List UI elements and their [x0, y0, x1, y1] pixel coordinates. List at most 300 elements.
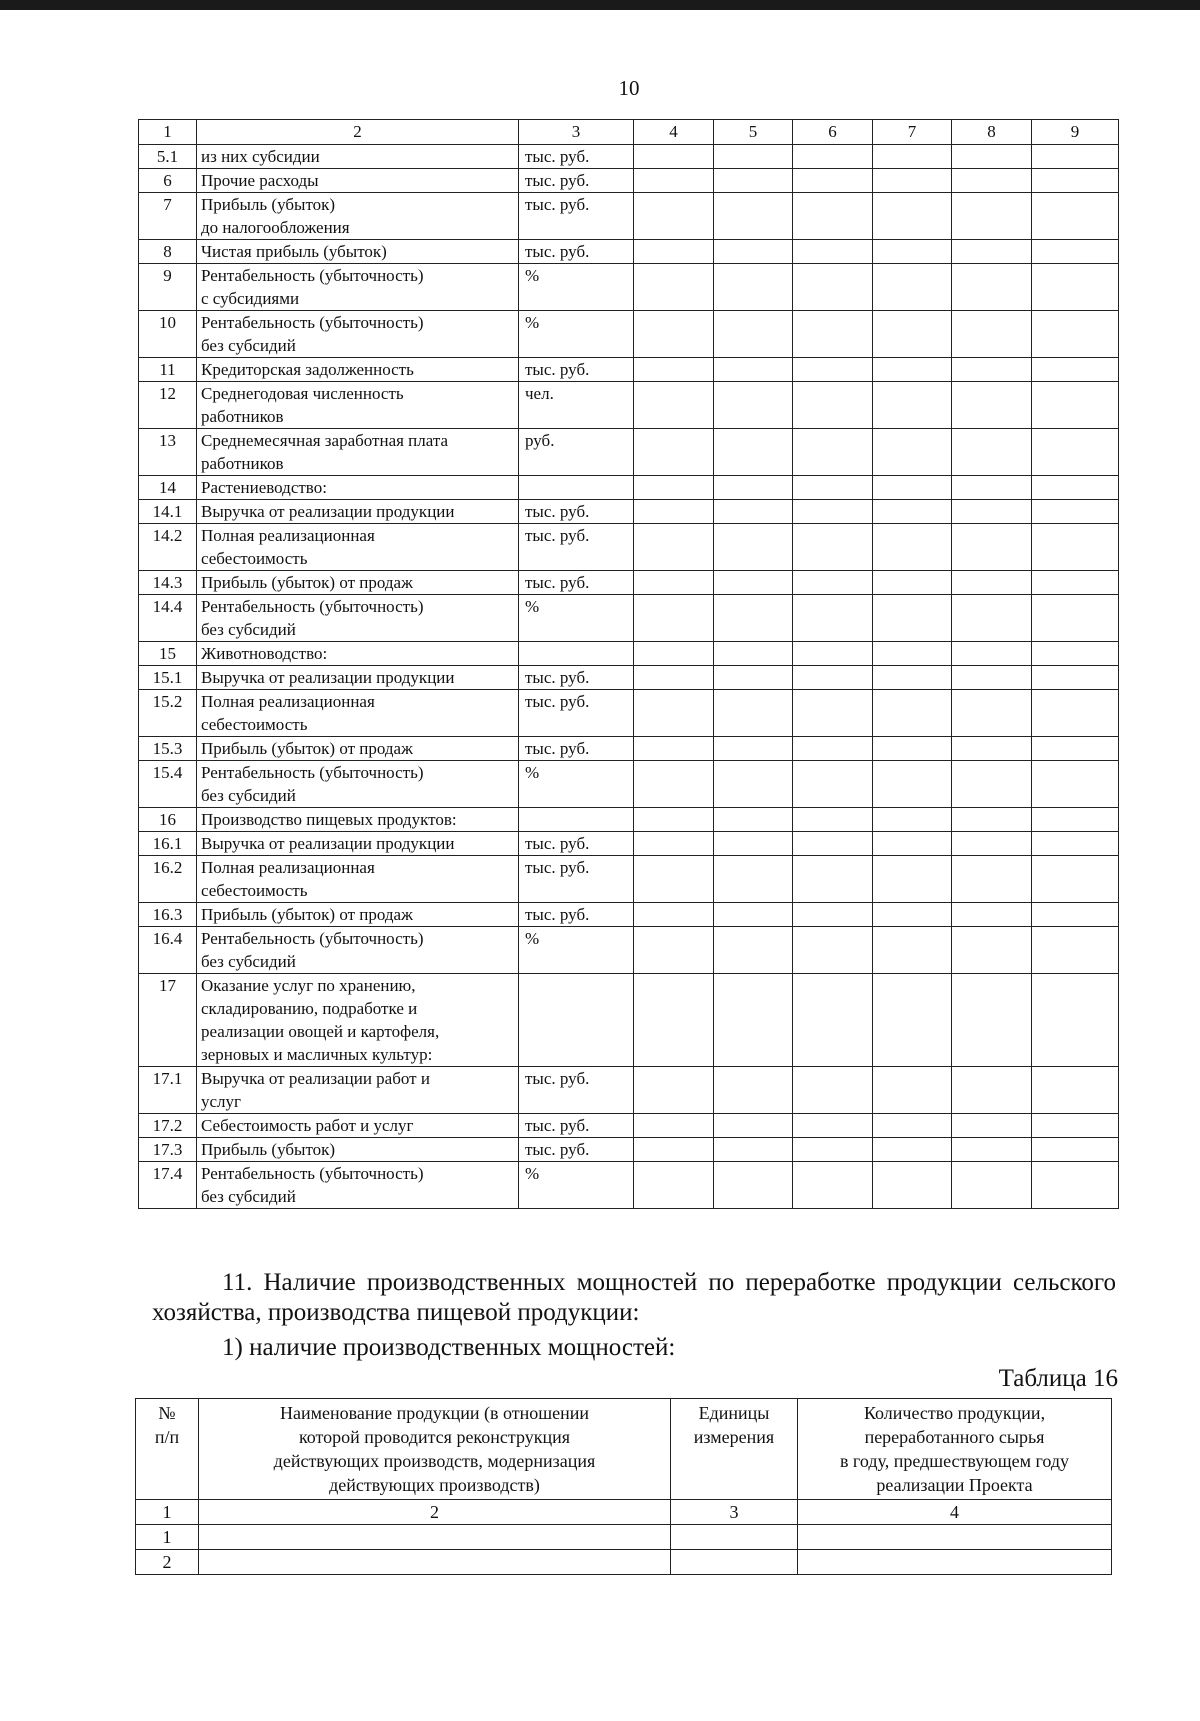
- indicator-name-cell: Рентабельность (убыточность) с субсидиями: [197, 264, 519, 311]
- page-number: 10: [618, 76, 640, 100]
- column-number-cell: 6: [793, 120, 873, 145]
- unit-cell: тыс. руб.: [519, 690, 634, 737]
- value-cell: [873, 524, 952, 571]
- unit-cell: тыс. руб.: [519, 832, 634, 856]
- table-row: [139, 974, 1119, 1067]
- value-cell: [952, 761, 1032, 808]
- column-number-cell: 9: [1032, 120, 1119, 145]
- unit-cell: %: [519, 595, 634, 642]
- column-number-cell: 5: [714, 120, 793, 145]
- value-cell: [671, 1550, 798, 1575]
- indicator-name-cell: Прибыль (убыток) от продаж: [197, 571, 519, 595]
- value-cell: [873, 429, 952, 476]
- value-cell: [873, 903, 952, 927]
- row-number-cell: 14.2: [139, 524, 197, 571]
- column-number-cell: 1: [139, 120, 197, 145]
- indicator-name-cell: Животноводство:: [197, 642, 519, 666]
- value-cell: [199, 1550, 671, 1575]
- unit-cell: тыс. руб.: [519, 500, 634, 524]
- unit-cell: [519, 808, 634, 832]
- value-cell: [714, 264, 793, 311]
- value-cell: [1032, 595, 1119, 642]
- row-number-cell: 8: [139, 240, 197, 264]
- value-cell: [873, 193, 952, 240]
- value-cell: [793, 500, 873, 524]
- value-cell: [671, 1525, 798, 1550]
- indicator-name-cell: Себестоимость работ и услуг: [197, 1114, 519, 1138]
- indicator-name-cell: из них субсидии: [197, 145, 519, 169]
- value-cell: [952, 1138, 1032, 1162]
- value-cell: [714, 974, 793, 1067]
- value-cell: [952, 1067, 1032, 1114]
- row-number-cell: 14.4: [139, 595, 197, 642]
- value-cell: [873, 264, 952, 311]
- value-cell: [1032, 193, 1119, 240]
- value-cell: [873, 974, 952, 1067]
- value-cell: [798, 1550, 1112, 1575]
- value-cell: [634, 145, 714, 169]
- table-row: [139, 1162, 1119, 1209]
- row-number-cell: 16.4: [139, 927, 197, 974]
- unit-cell: тыс. руб.: [519, 240, 634, 264]
- value-cell: [873, 240, 952, 264]
- header-cell: Количество продукции, переработанного сырья в году, предшествующем году реализации Проекта: [798, 1399, 1112, 1500]
- value-cell: [714, 642, 793, 666]
- unit-cell: тыс. руб.: [519, 358, 634, 382]
- indicator-name-cell: Выручка от реализации продукции: [197, 500, 519, 524]
- value-cell: [793, 264, 873, 311]
- value-cell: [952, 595, 1032, 642]
- value-cell: [634, 264, 714, 311]
- value-cell: [634, 571, 714, 595]
- unit-cell: тыс. руб.: [519, 524, 634, 571]
- value-cell: [714, 524, 793, 571]
- row-number-cell: 14.3: [139, 571, 197, 595]
- table-row: [139, 524, 1119, 571]
- unit-cell: %: [519, 1162, 634, 1209]
- value-cell: [873, 500, 952, 524]
- value-cell: [1032, 429, 1119, 476]
- financial-indicators-table: [138, 119, 1119, 1209]
- value-cell: [952, 193, 1032, 240]
- unit-cell: тыс. руб.: [519, 1067, 634, 1114]
- value-cell: [1032, 642, 1119, 666]
- table-16-label: Таблица 16: [998, 1365, 1118, 1392]
- unit-cell: тыс. руб.: [519, 666, 634, 690]
- indicator-name-cell: Полная реализационная себестоимость: [197, 524, 519, 571]
- value-cell: [634, 193, 714, 240]
- header-cell: № п/п: [136, 1399, 199, 1500]
- value-cell: [634, 311, 714, 358]
- value-cell: [1032, 571, 1119, 595]
- subsection-heading: 1) наличие производственных мощностей:: [222, 1334, 676, 1361]
- unit-cell: тыс. руб.: [519, 737, 634, 761]
- value-cell: [952, 903, 1032, 927]
- unit-cell: тыс. руб.: [519, 856, 634, 903]
- indicator-name-cell: Чистая прибыль (убыток): [197, 240, 519, 264]
- table-row: [139, 145, 1119, 169]
- value-cell: [714, 193, 793, 240]
- row-number-cell: 16.2: [139, 856, 197, 903]
- unit-cell: %: [519, 927, 634, 974]
- row-number-cell: 15.1: [139, 666, 197, 690]
- value-cell: [634, 382, 714, 429]
- value-cell: [1032, 690, 1119, 737]
- row-number-cell: 15.3: [139, 737, 197, 761]
- column-number-cell: 8: [952, 120, 1032, 145]
- column-number-cell: 3: [671, 1500, 798, 1525]
- row-number-cell: 15.4: [139, 761, 197, 808]
- table-row: [136, 1550, 1112, 1575]
- indicator-name-cell: Выручка от реализации продукции: [197, 666, 519, 690]
- row-number-cell: 1: [136, 1525, 199, 1550]
- value-cell: [634, 808, 714, 832]
- row-number-cell: 17.1: [139, 1067, 197, 1114]
- unit-cell: тыс. руб.: [519, 571, 634, 595]
- value-cell: [714, 595, 793, 642]
- value-cell: [952, 145, 1032, 169]
- unit-cell: тыс. руб.: [519, 1114, 634, 1138]
- indicator-name-cell: Растениеводство:: [197, 476, 519, 500]
- value-cell: [714, 169, 793, 193]
- row-number-cell: 16.3: [139, 903, 197, 927]
- indicator-name-cell: Выручка от реализации продукции: [197, 832, 519, 856]
- value-cell: [952, 524, 1032, 571]
- row-number-cell: 15: [139, 642, 197, 666]
- value-cell: [714, 311, 793, 358]
- value-cell: [634, 666, 714, 690]
- table-row: [139, 1067, 1119, 1114]
- value-cell: [952, 571, 1032, 595]
- header-cell: Единицы измерения: [671, 1399, 798, 1500]
- value-cell: [873, 571, 952, 595]
- value-cell: [634, 832, 714, 856]
- table-row: [139, 737, 1119, 761]
- indicator-name-cell: Прочие расходы: [197, 169, 519, 193]
- value-cell: [634, 169, 714, 193]
- value-cell: [793, 927, 873, 974]
- unit-cell: %: [519, 311, 634, 358]
- value-cell: [793, 1114, 873, 1138]
- row-number-cell: 13: [139, 429, 197, 476]
- value-cell: [873, 382, 952, 429]
- table-row: [139, 571, 1119, 595]
- value-cell: [952, 429, 1032, 476]
- value-cell: [714, 145, 793, 169]
- value-cell: [873, 358, 952, 382]
- row-number-cell: 5.1: [139, 145, 197, 169]
- table-row: [139, 1114, 1119, 1138]
- value-cell: [873, 1114, 952, 1138]
- indicator-name-cell: Кредиторская задолженность: [197, 358, 519, 382]
- row-number-cell: 17.2: [139, 1114, 197, 1138]
- value-cell: [1032, 1138, 1119, 1162]
- table-row: [139, 903, 1119, 927]
- value-cell: [873, 1067, 952, 1114]
- value-cell: [714, 808, 793, 832]
- value-cell: [714, 832, 793, 856]
- value-cell: [873, 761, 952, 808]
- row-number-cell: 7: [139, 193, 197, 240]
- indicator-name-cell: Выручка от реализации работ и услуг: [197, 1067, 519, 1114]
- value-cell: [634, 500, 714, 524]
- value-cell: [1032, 832, 1119, 856]
- value-cell: [952, 642, 1032, 666]
- value-cell: [1032, 1162, 1119, 1209]
- table-row: [139, 193, 1119, 240]
- row-number-cell: 16: [139, 808, 197, 832]
- value-cell: [634, 524, 714, 571]
- indicator-name-cell: Полная реализационная себестоимость: [197, 690, 519, 737]
- value-cell: [793, 358, 873, 382]
- value-cell: [873, 832, 952, 856]
- value-cell: [714, 571, 793, 595]
- unit-cell: %: [519, 761, 634, 808]
- unit-cell: тыс. руб.: [519, 169, 634, 193]
- indicator-name-cell: Оказание услуг по хранению, складированию, подработке и реализации овощей и картофеля, зерновых и масличных культур:: [197, 974, 519, 1067]
- value-cell: [1032, 761, 1119, 808]
- value-cell: [634, 595, 714, 642]
- value-cell: [634, 1114, 714, 1138]
- value-cell: [952, 1162, 1032, 1209]
- table-row: [136, 1525, 1112, 1550]
- value-cell: [1032, 500, 1119, 524]
- value-cell: [793, 595, 873, 642]
- value-cell: [634, 690, 714, 737]
- value-cell: [714, 476, 793, 500]
- value-cell: [798, 1525, 1112, 1550]
- unit-cell: руб.: [519, 429, 634, 476]
- value-cell: [634, 761, 714, 808]
- value-cell: [1032, 264, 1119, 311]
- unit-cell: [519, 476, 634, 500]
- value-cell: [1032, 311, 1119, 358]
- table-row: [139, 382, 1119, 429]
- value-cell: [634, 476, 714, 500]
- value-cell: [793, 690, 873, 737]
- value-cell: [793, 169, 873, 193]
- indicator-name-cell: Прибыль (убыток) до налогообложения: [197, 193, 519, 240]
- indicator-name-cell: Полная реализационная себестоимость: [197, 856, 519, 903]
- unit-cell: тыс. руб.: [519, 1138, 634, 1162]
- value-cell: [714, 240, 793, 264]
- table-row: [139, 429, 1119, 476]
- row-number-cell: 11: [139, 358, 197, 382]
- value-cell: [952, 856, 1032, 903]
- unit-cell: тыс. руб.: [519, 145, 634, 169]
- value-cell: [873, 169, 952, 193]
- value-cell: [793, 666, 873, 690]
- value-cell: [952, 974, 1032, 1067]
- value-cell: [714, 903, 793, 927]
- table-row: [139, 358, 1119, 382]
- value-cell: [952, 169, 1032, 193]
- value-cell: [873, 642, 952, 666]
- value-cell: [873, 595, 952, 642]
- section-11-heading: 11. Наличие производственных мощностей по переработке продукции сельского хозяйства, производства пищевой продукции:: [152, 1269, 1116, 1326]
- row-number-cell: 10: [139, 311, 197, 358]
- value-cell: [793, 145, 873, 169]
- value-cell: [952, 737, 1032, 761]
- indicator-name-cell: Производство пищевых продуктов:: [197, 808, 519, 832]
- value-cell: [714, 761, 793, 808]
- value-cell: [634, 240, 714, 264]
- table-row: [139, 264, 1119, 311]
- value-cell: [199, 1525, 671, 1550]
- value-cell: [1032, 382, 1119, 429]
- indicator-name-cell: Среднемесячная заработная плата работников: [197, 429, 519, 476]
- row-number-cell: 17.3: [139, 1138, 197, 1162]
- column-number-cell: 1: [136, 1500, 199, 1525]
- value-cell: [793, 1162, 873, 1209]
- value-cell: [952, 1114, 1032, 1138]
- row-number-cell: 17.4: [139, 1162, 197, 1209]
- value-cell: [1032, 524, 1119, 571]
- row-number-cell: 9: [139, 264, 197, 311]
- table-row: [139, 927, 1119, 974]
- value-cell: [714, 382, 793, 429]
- value-cell: [714, 690, 793, 737]
- value-cell: [793, 1138, 873, 1162]
- value-cell: [952, 666, 1032, 690]
- value-cell: [714, 927, 793, 974]
- value-cell: [1032, 476, 1119, 500]
- table-row: [139, 476, 1119, 500]
- value-cell: [634, 358, 714, 382]
- value-cell: [793, 808, 873, 832]
- value-cell: [952, 240, 1032, 264]
- indicator-name-cell: Рентабельность (убыточность) без субсидий: [197, 1162, 519, 1209]
- table-row: [139, 761, 1119, 808]
- value-cell: [634, 1138, 714, 1162]
- value-cell: [793, 193, 873, 240]
- value-cell: [952, 264, 1032, 311]
- value-cell: [873, 690, 952, 737]
- value-cell: [873, 1138, 952, 1162]
- row-number-cell: 16.1: [139, 832, 197, 856]
- value-cell: [634, 1067, 714, 1114]
- value-cell: [634, 429, 714, 476]
- table-row: [139, 1138, 1119, 1162]
- value-cell: [873, 476, 952, 500]
- value-cell: [714, 358, 793, 382]
- column-number-cell: 4: [798, 1500, 1112, 1525]
- row-number-cell: 12: [139, 382, 197, 429]
- unit-cell: тыс. руб.: [519, 193, 634, 240]
- row-number-cell: 14.1: [139, 500, 197, 524]
- value-cell: [952, 358, 1032, 382]
- table-row: [139, 690, 1119, 737]
- value-cell: [714, 856, 793, 903]
- indicator-name-cell: Прибыль (убыток) от продаж: [197, 737, 519, 761]
- table-row: [139, 666, 1119, 690]
- value-cell: [952, 832, 1032, 856]
- table-row: [139, 311, 1119, 358]
- value-cell: [1032, 358, 1119, 382]
- table-row: [139, 642, 1119, 666]
- indicator-name-cell: Рентабельность (убыточность) без субсидий: [197, 927, 519, 974]
- value-cell: [793, 240, 873, 264]
- production-capacity-table: [135, 1398, 1112, 1575]
- value-cell: [714, 500, 793, 524]
- value-cell: [634, 903, 714, 927]
- value-cell: [714, 1162, 793, 1209]
- value-cell: [952, 311, 1032, 358]
- indicator-name-cell: Рентабельность (убыточность) без субсидий: [197, 311, 519, 358]
- value-cell: [1032, 240, 1119, 264]
- table-row: [139, 856, 1119, 903]
- indicator-name-cell: Рентабельность (убыточность) без субсидий: [197, 761, 519, 808]
- header-cell: Наименование продукции (в отношении которой проводится реконструкция действующих производств, модернизация действующих производств): [199, 1399, 671, 1500]
- value-cell: [714, 1138, 793, 1162]
- row-number-cell: 6: [139, 169, 197, 193]
- value-cell: [793, 311, 873, 358]
- value-cell: [1032, 666, 1119, 690]
- value-cell: [1032, 927, 1119, 974]
- table-row: [139, 808, 1119, 832]
- value-cell: [793, 642, 873, 666]
- value-cell: [793, 761, 873, 808]
- column-number-cell: 7: [873, 120, 952, 145]
- row-number-cell: 15.2: [139, 690, 197, 737]
- unit-cell: [519, 642, 634, 666]
- value-cell: [634, 927, 714, 974]
- value-cell: [873, 1162, 952, 1209]
- value-cell: [634, 974, 714, 1067]
- row-number-cell: 17: [139, 974, 197, 1067]
- table-row: [139, 169, 1119, 193]
- value-cell: [1032, 856, 1119, 903]
- value-cell: [793, 524, 873, 571]
- value-cell: [714, 1067, 793, 1114]
- value-cell: [793, 737, 873, 761]
- indicator-name-cell: Прибыль (убыток) от продаж: [197, 903, 519, 927]
- value-cell: [793, 856, 873, 903]
- row-number-cell: 2: [136, 1550, 199, 1575]
- table-row: [139, 832, 1119, 856]
- value-cell: [952, 382, 1032, 429]
- value-cell: [952, 927, 1032, 974]
- indicator-name-cell: Рентабельность (убыточность) без субсидий: [197, 595, 519, 642]
- row-number-cell: 14: [139, 476, 197, 500]
- value-cell: [952, 500, 1032, 524]
- value-cell: [793, 476, 873, 500]
- value-cell: [873, 856, 952, 903]
- value-cell: [634, 737, 714, 761]
- value-cell: [714, 666, 793, 690]
- value-cell: [873, 311, 952, 358]
- unit-cell: %: [519, 264, 634, 311]
- value-cell: [793, 903, 873, 927]
- column-number-cell: 2: [197, 120, 519, 145]
- value-cell: [1032, 808, 1119, 832]
- value-cell: [1032, 737, 1119, 761]
- table-row: [139, 595, 1119, 642]
- value-cell: [952, 476, 1032, 500]
- value-cell: [793, 832, 873, 856]
- indicator-name-cell: Среднегодовая численность работников: [197, 382, 519, 429]
- value-cell: [793, 974, 873, 1067]
- unit-cell: тыс. руб.: [519, 903, 634, 927]
- value-cell: [793, 571, 873, 595]
- value-cell: [634, 642, 714, 666]
- value-cell: [714, 1114, 793, 1138]
- value-cell: [1032, 169, 1119, 193]
- value-cell: [1032, 974, 1119, 1067]
- value-cell: [793, 429, 873, 476]
- value-cell: [873, 808, 952, 832]
- unit-cell: чел.: [519, 382, 634, 429]
